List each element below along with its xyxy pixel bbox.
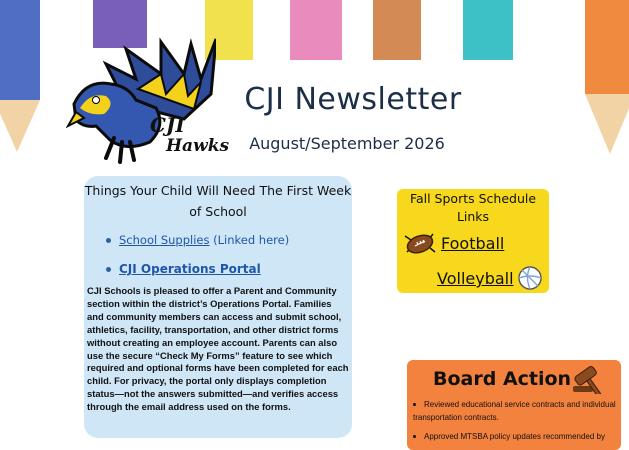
blue-pencil-decoration <box>0 0 40 120</box>
fall-sports-panel <box>397 189 549 293</box>
volleyball-schedule-link[interactable]: Volleyball <box>437 269 514 288</box>
portal-description: CJI Schools is pleased to offer a Parent and Community section within the district’s Operations Portal. Families and community members can access and submit school, athletics, facility, transportation, and other district forms without creating an employee account. Parents can also use the secure “Check My Forms” feature to see which required and optional forms have been completed for each child. For privacy, the portal only displays completion status—not the answers submitted—and verifies access through the email address used on the forms. <box>87 285 349 413</box>
football-icon <box>403 230 437 258</box>
logo-text-cji: CJI <box>150 113 185 137</box>
bullet-icon <box>106 238 111 243</box>
board-action-item <box>413 430 618 443</box>
bullet-icon <box>106 267 111 272</box>
orange-pencil-decoration <box>585 0 629 120</box>
logo-text-hawks: Hawks <box>166 136 230 156</box>
school-supplies-link[interactable]: School Supplies <box>119 233 210 247</box>
operations-portal-link[interactable]: CJI Operations Portal <box>119 262 261 276</box>
board-action-item <box>413 398 618 424</box>
bullet-icon <box>413 403 416 406</box>
gavel-icon <box>567 364 611 394</box>
football-schedule-link[interactable]: Football <box>441 234 505 253</box>
board-action-panel <box>407 360 621 450</box>
board-action-text: Approved MTSBA policy updates recommended by <box>424 432 605 441</box>
operations-portal-item <box>106 262 261 276</box>
volleyball-icon <box>517 265 543 291</box>
fall-sports-heading: Fall Sports Schedule Links <box>409 191 537 224</box>
first-week-heading: Things Your Child Will Need The First Week of School <box>84 183 352 219</box>
school-supplies-item <box>106 233 289 247</box>
board-action-heading: Board Action <box>433 368 572 390</box>
bullet-icon <box>413 435 416 438</box>
newsletter-title: CJI Newsletter <box>244 82 462 117</box>
newsletter-date: August/September 2026 <box>249 134 445 153</box>
first-week-panel <box>84 176 352 438</box>
board-action-text: Reviewed educational service contracts and individual transportation contracts. <box>413 400 616 422</box>
school-supplies-note: (Linked here) <box>209 233 290 247</box>
